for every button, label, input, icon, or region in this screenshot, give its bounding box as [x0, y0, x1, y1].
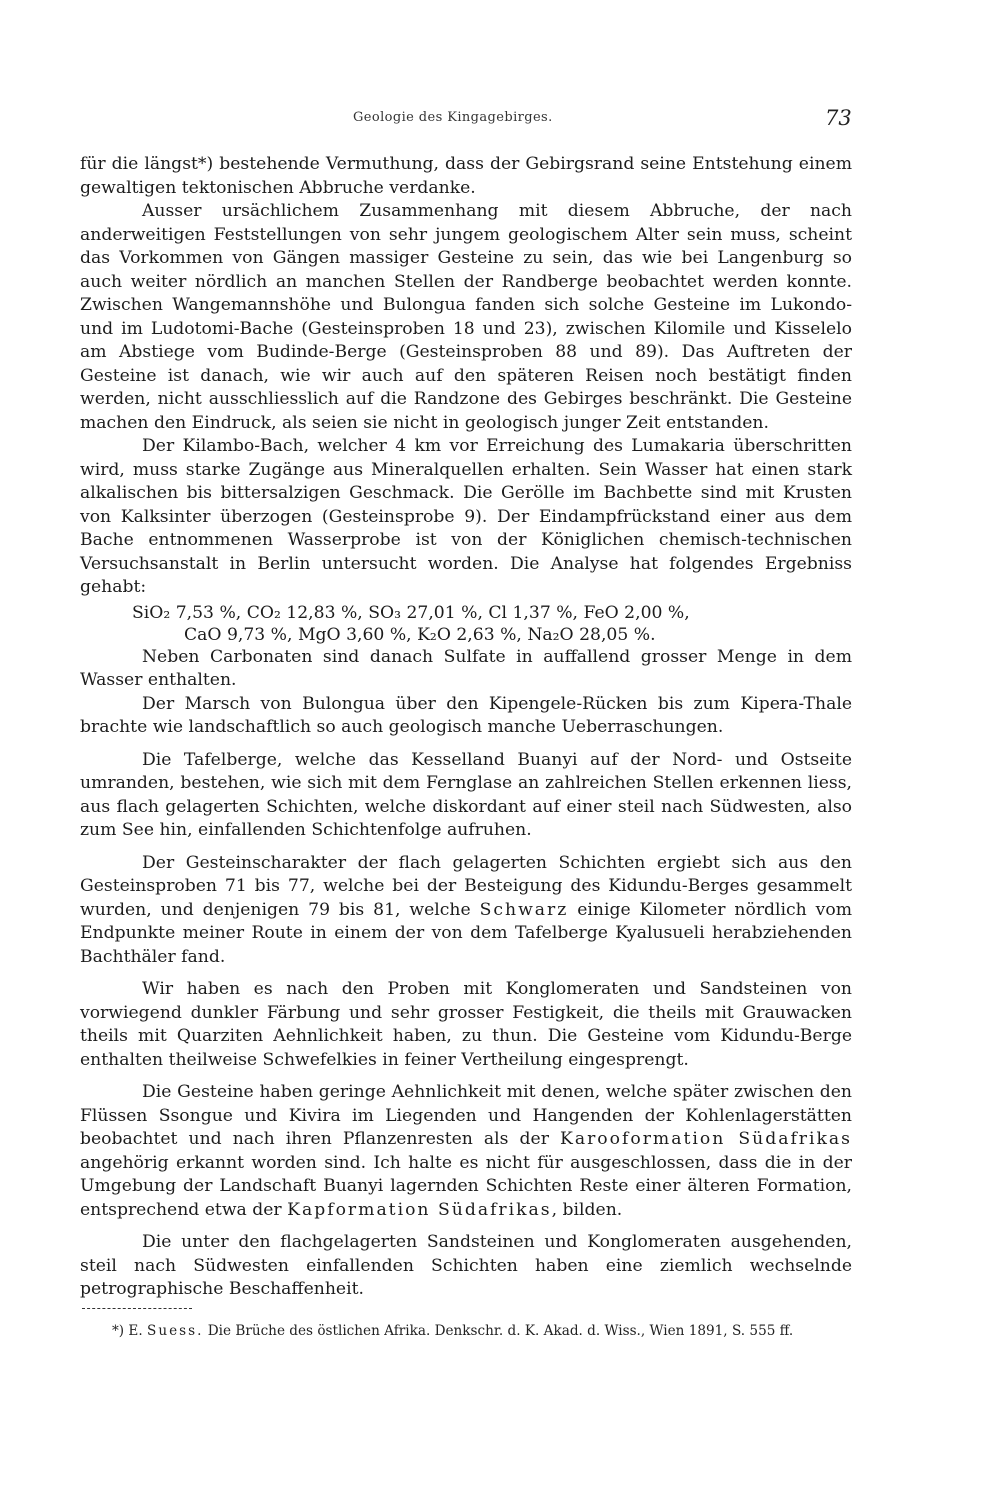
- paragraph: Der Kilambo-Bach, welcher 4 km vor Erreichung des Lumakaria überschritten wird, muss starke Zugänge aus Mineralquellen erhalten. Sein Wasser hat einen stark alkalischen bis bittersalzigen Geschmack. Die Gerölle im Bachbette sind mit Krusten von Kalksinter überzogen (Gesteinsprobe 9). Der Eindampfrückstand einer aus dem Bache entnommenen Wasserprobe ist von der Königlichen chemisch-technischen Versuchsanstalt in Berlin untersucht worden. Die Analyse hat folgendes Ergebniss gehabt:: [80, 436, 852, 597]
- running-title: Geologie des Kingagebirges.: [353, 110, 553, 125]
- chemical-analysis: [80, 602, 852, 646]
- spaced-term: Kapformation Südafrikas: [287, 1199, 552, 1220]
- paragraph-text: angehörig erkannt worden sind. Ich halte es nicht für ausgeschlossen, dass die in der Umgebung der Landschaft Buanyi lagernden Schichten Reste einer älteren Formation, entsprechend etwa der: [80, 1152, 852, 1220]
- footnote-text: Die Brüche des östlichen Afrika. Denkschr. d. K. Akad. d. Wiss., Wien 1891, S. 555 ff.: [207, 1323, 794, 1339]
- footnote-divider: [82, 1308, 192, 1309]
- spaced-name: Schwarz: [479, 899, 569, 920]
- footnote: [80, 1320, 852, 1343]
- page-number: 73: [825, 106, 852, 130]
- paragraph: für die längst*) bestehende Vermuthung, dass der Gebirgsrand seine Entstehung einem gewaltigen tektonischen Abbruche verdanke.: [80, 154, 852, 198]
- paragraph-text: , bilden.: [551, 1199, 623, 1220]
- analysis-line-1: SiO₂ 7,53 %, CO₂ 12,83 %, SO₃ 27,01 %, Cl 1,37 %, FeO 2,00 %,: [132, 602, 690, 623]
- paragraph-text: Die Gesteine haben geringe Aehnlichkeit mit denen, welche später zwischen den Flüssen Ssongue und Kivira im Liegenden und Hangenden der Kohlenlagerstätten beobachtet und nach ihren Pflanzenresten als der: [80, 1082, 852, 1149]
- spaced-term: Karooformation Südafrikas: [560, 1129, 852, 1149]
- running-header: [0, 106, 1000, 136]
- footnote-author: Suess.: [147, 1323, 204, 1339]
- paragraph: Der Marsch von Bulongua über den Kipengele-Rücken bis zum Kipera-Thale brachte wie landschaftlich so auch geologisch manche Ueberraschungen.: [80, 693, 852, 737]
- paragraph: Ausser ursächlichem Zusammenhang mit diesem Abbruche, der nach anderweitigen Feststellungen von sehr jungem geologischem Alter sein muss, scheint das Vorkommen von Gängen massiger Gesteine zu sein, das wie bei Langenburg so auch weiter nördlich an manchen Stellen der Randberge beobachtet werden konnte. Zwischen Wangemannshöhe und Bulongua fanden sich solche Gesteine im Lukondo- und im Ludotomi-Bache (Gesteinsproben 18 und 23), zwischen Kilomile und Kisselelo am Abstiege vom Budinde-Berge (Gesteinsproben 88 und 89). Das Auftreten der Gesteine ist danach, wie wir auch auf den späteren Reisen noch bestätigt finden werden, nicht ausschliesslich auf die Randzone des Gebirges beschränkt. Die Gesteine machen den Eindruck, als seien sie nicht in geologisch junger Zeit entstanden.: [80, 201, 852, 433]
- body-text: [80, 153, 852, 1302]
- paragraph: Die Tafelberge, welche das Kesselland Buanyi auf der Nord- und Ostseite umranden, bestehen, wie sich mit dem Fernglase an zahlreichen Stellen erkennen liess, aus flach gelagerten Schichten, welche diskordant auf einer steil nach Südwesten, also zum See hin, einfallenden Schichtenfolge aufruhen.: [80, 749, 852, 840]
- paragraph: [80, 1081, 852, 1222]
- paragraph-text: Der Gesteinscharakter der flach gelagerten Schichten ergiebt sich aus den Gesteinsproben 71 bis 77, welche bei der Besteigung des Kidundu-Berges gesammelt wurden, und denjenigen 79 bis 81, welche: [80, 852, 852, 920]
- paragraph: [80, 852, 852, 970]
- footnote-marker: *) E.: [112, 1323, 143, 1339]
- paragraph: Neben Carbonaten sind danach Sulfate in auffallend grosser Menge in dem Wasser enthalten.: [80, 646, 852, 690]
- analysis-line-2: CaO 9,73 %, MgO 3,60 %, K₂O 2,63 %, Na₂O 28,05 %.: [184, 624, 656, 645]
- paragraph: Wir haben es nach den Proben mit Konglomeraten und Sandsteinen von vorwiegend dunkler Färbung und sehr grosser Festigkeit, die theils mit Grauwacken theils mit Quarziten Aehnlichkeit haben, zu thun. Die Gesteine vom Kidundu-Berge enthalten theilweise Schwefelkies in feiner Vertheilung eingesprengt.: [80, 979, 852, 1070]
- paragraph-text: einige Kilometer nördlich vom Endpunkte meiner Route in einem der von dem Tafelberge Kyalusueli herabziehenden Bachthäler fand.: [80, 899, 852, 967]
- paragraph: Die unter den flachgelagerten Sandsteinen und Konglomeraten ausgehenden, steil nach Südwesten einfallenden Schichten haben eine ziemlich wechselnde petrographische Beschaffenheit.: [80, 1232, 852, 1299]
